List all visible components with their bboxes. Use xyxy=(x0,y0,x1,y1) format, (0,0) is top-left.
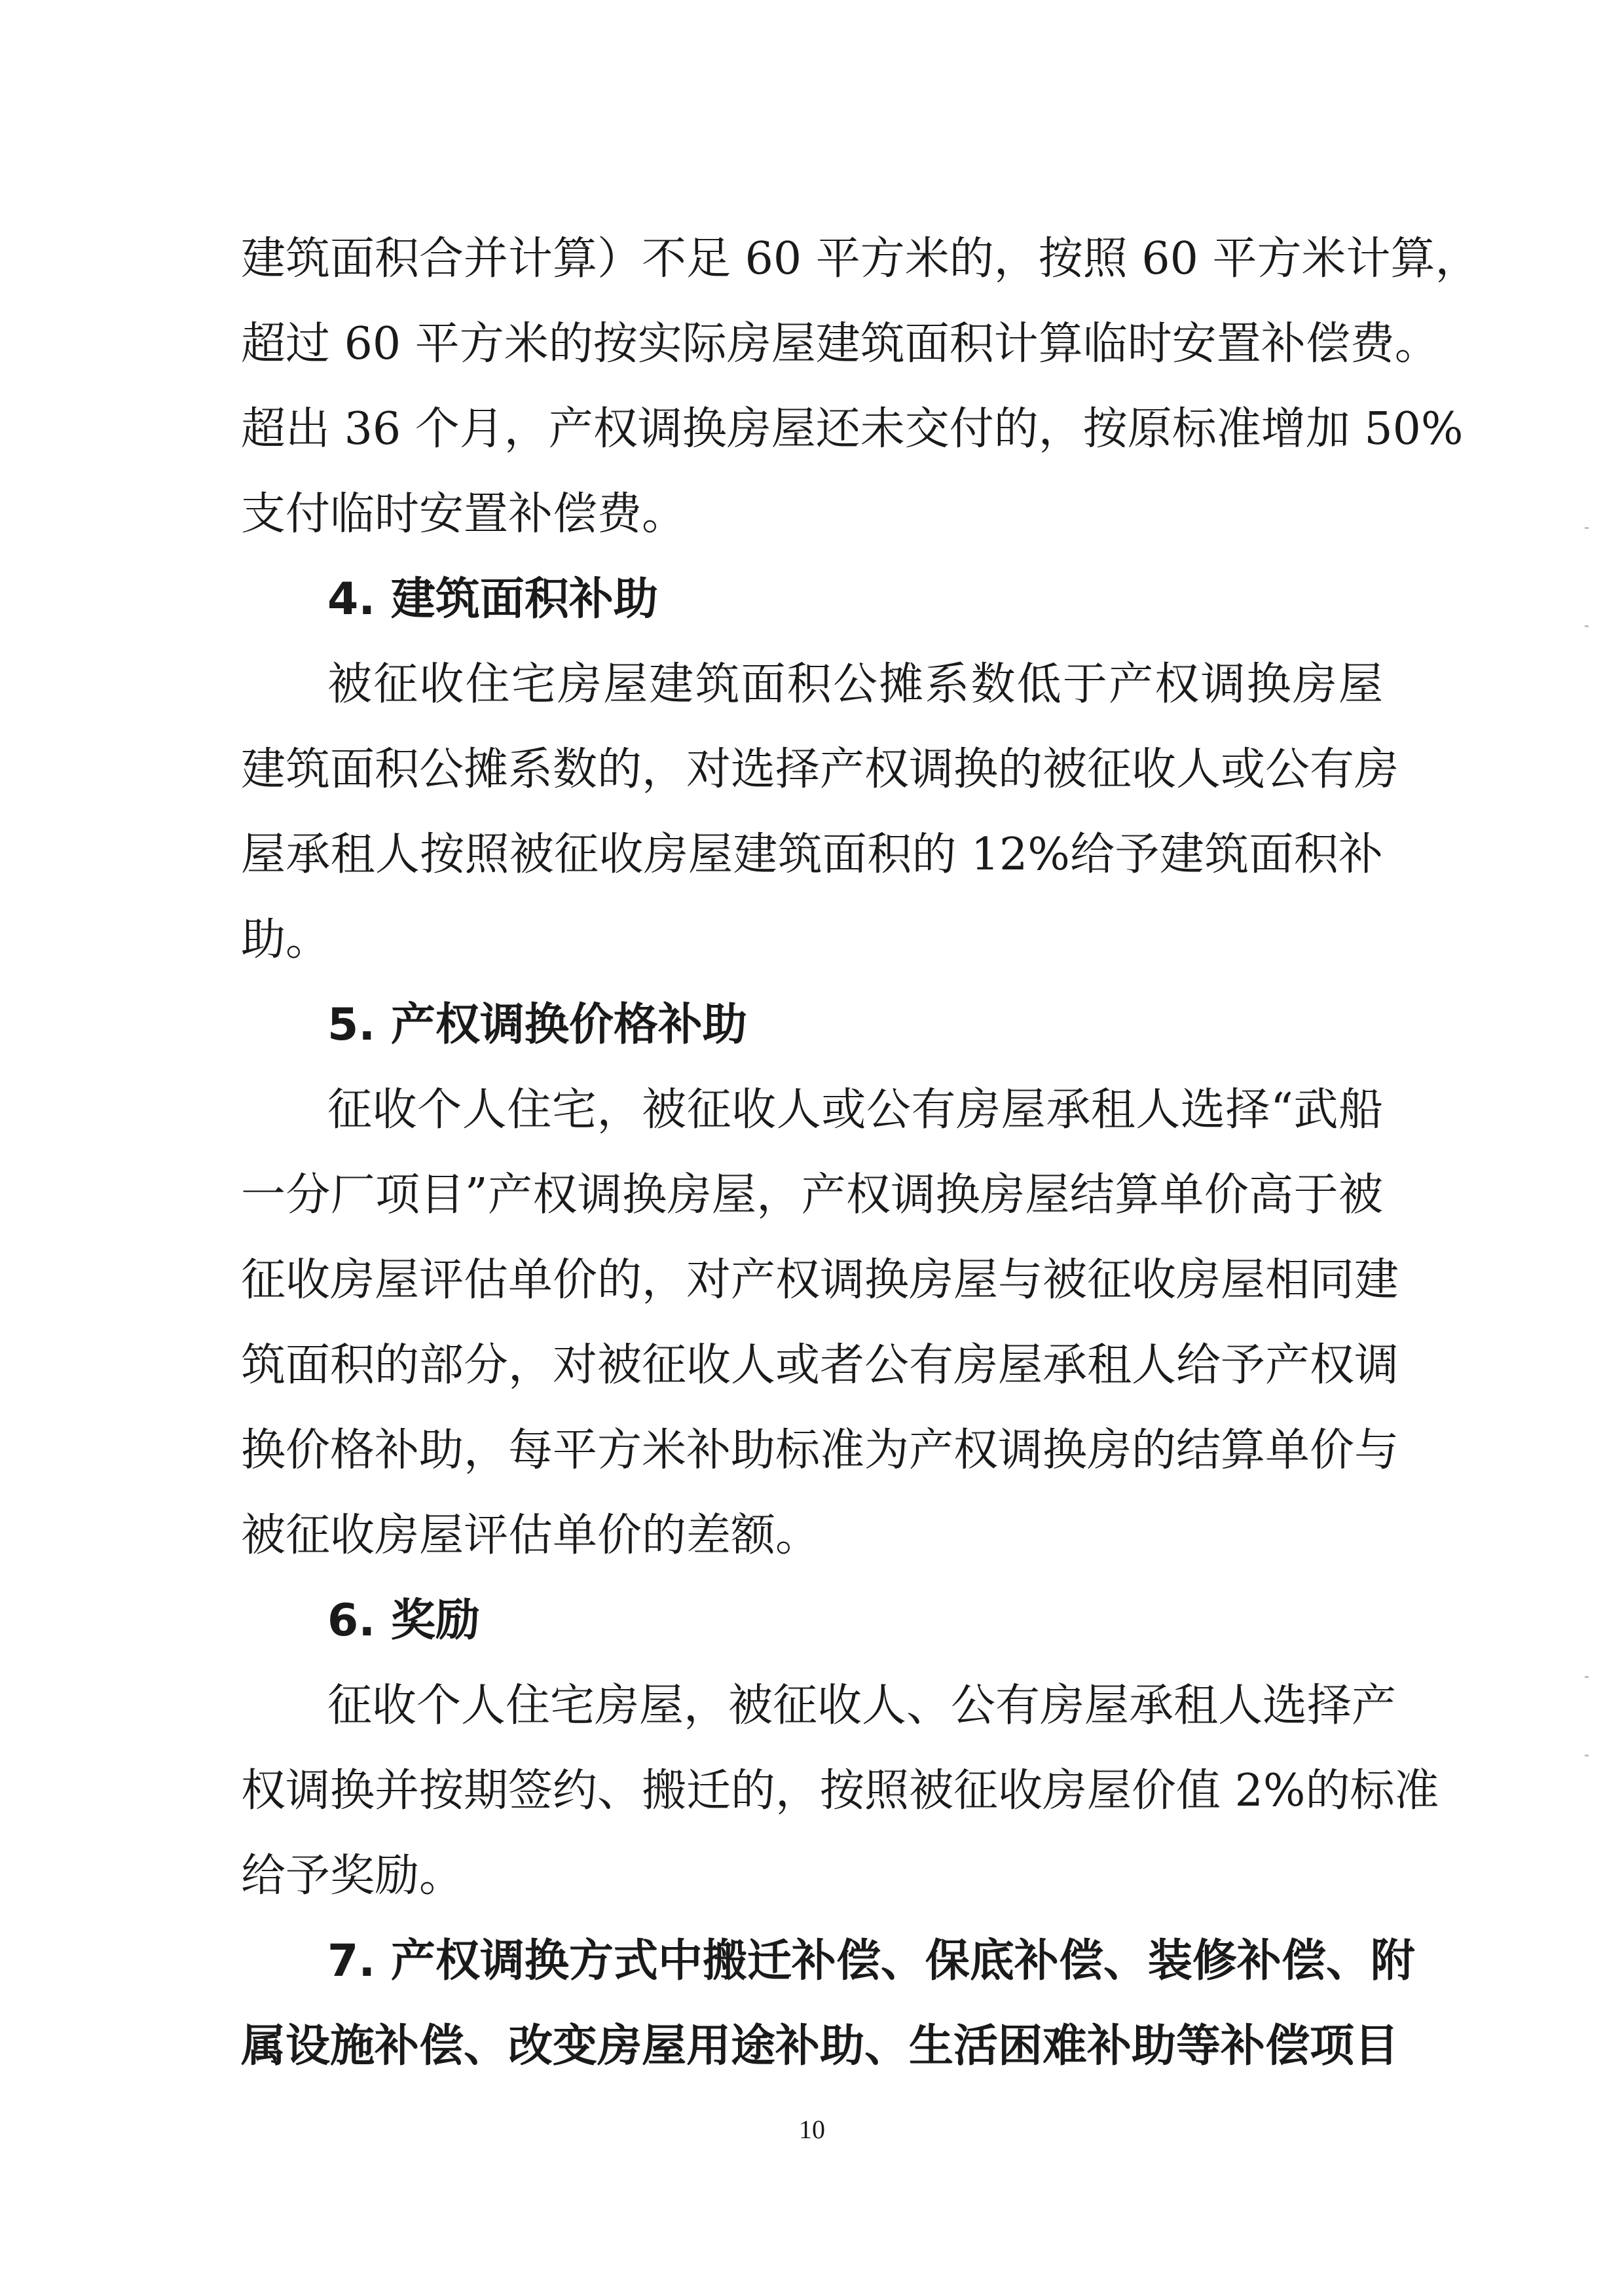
scan-mark xyxy=(1585,1755,1589,1757)
paragraph-line: 支付临时安置补偿费。 xyxy=(241,488,687,540)
page-number: 10 xyxy=(799,2115,825,2144)
paragraph-line: 征收个人住宅房屋，被征收人、公有房屋承租人选择产 xyxy=(327,1680,1397,1732)
section-heading-5: 5. 产权调换价格补助 xyxy=(327,999,747,1051)
scan-mark xyxy=(1585,527,1589,529)
paragraph-line: 被征收房屋评估单价的差额。 xyxy=(241,1510,821,1561)
paragraph-line: 被征收住宅房屋建筑面积公摊系数低于产权调换房屋 xyxy=(327,659,1383,710)
paragraph-line: 建筑面积公摊系数的，对选择产权调换的被征收人或公有房 xyxy=(241,744,1399,795)
paragraph-line: 超过 60 平方米的按实际房屋建筑面积计算临时安置补偿费。 xyxy=(241,318,1439,370)
paragraph-line: 权调换并按期签约、搬迁的，按照被征收房屋价值 2%的标准 xyxy=(241,1765,1439,1817)
paragraph-line: 给予奖励。 xyxy=(241,1850,464,1902)
paragraph-line: 建筑面积合并计算）不足 60 平方米的，按照 60 平方米计算， xyxy=(241,233,1480,285)
paragraph-line: 超出 36 个月，产权调换房屋还未交付的，按原标准增加 50% xyxy=(241,403,1464,455)
scan-mark xyxy=(1585,625,1589,627)
section-heading-7: 7. 产权调换方式中搬迁补偿、保底补偿、装修补偿、附 xyxy=(327,1935,1415,1987)
section-heading-7-continued: 属设施补偿、改变房屋用途补助、生活困难补助等补偿项目 xyxy=(241,2020,1399,2072)
paragraph-line: 屋承租人按照被征收房屋建筑面积的 12%给予建筑面积补 xyxy=(241,829,1383,881)
paragraph-line: 换价格补助，每平方米补助标准为产权调换房的结算单价与 xyxy=(241,1425,1399,1476)
scan-mark xyxy=(1585,1676,1589,1678)
paragraph-line: 征收房屋评估单价的，对产权调换房屋与被征收房屋相同建 xyxy=(241,1254,1399,1306)
paragraph-line: 征收个人住宅，被征收人或公有房屋承租人选择“武船 xyxy=(327,1084,1383,1136)
paragraph-line: 筑面积的部分，对被征收人或者公有房屋承租人给予产权调 xyxy=(241,1339,1399,1391)
paragraph-line: 助。 xyxy=(241,914,331,966)
section-heading-6: 6. 奖励 xyxy=(327,1595,480,1647)
section-heading-4: 4. 建筑面积补助 xyxy=(327,574,658,625)
paragraph-line: 一分厂项目”产权调换房屋，产权调换房屋结算单价高于被 xyxy=(241,1169,1383,1221)
